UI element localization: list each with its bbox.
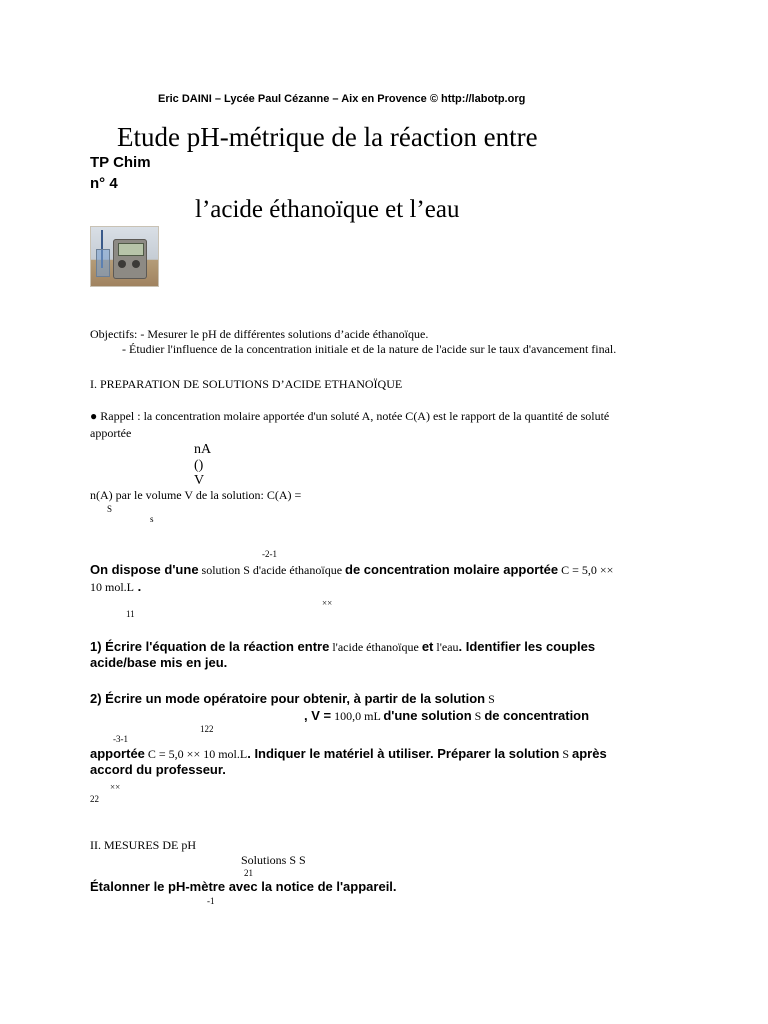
page-title-line1: Etude pH-métrique de la réaction entre [117, 122, 538, 152]
dispose-text-a: On dispose d'une [90, 562, 199, 577]
exponent-2-1: -2-1 [262, 549, 277, 559]
q2-volume-value: 100,0 mL [331, 709, 384, 723]
subscript-s1: S [107, 504, 113, 514]
dispose-text-d: C = 5,0 ×× [558, 563, 614, 577]
q1-text-c: et [421, 639, 434, 654]
dispose-line [90, 561, 613, 579]
rappel-line2: apportée [90, 426, 132, 440]
q2-text-a: 2) Écrire un mode opératoire pour obtenir, à partir de la solution [90, 691, 486, 706]
subscript-21: 21 [244, 868, 253, 878]
q2-concentration-value: C = 5,0 ×× 10 mol.L [144, 747, 248, 761]
question-1-line1 [90, 638, 595, 656]
question-1-line2: acide/base mis en jeu. [90, 655, 228, 670]
author-header: Eric DAINI – Lycée Paul Cézanne – Aix en Provence © http://labotp.org [158, 93, 526, 105]
q2-apportee: apportée [90, 746, 145, 761]
solutions-label: Solutions S S [241, 853, 306, 867]
subscript-s2: s [150, 514, 154, 524]
rappel-line1: ● Rappel : la concentration molaire apportée d'un soluté A, notée C(A) est le rapport de la quantité de soluté [90, 409, 610, 423]
ph-meter-screen [118, 243, 144, 256]
question-2-line1 [90, 690, 495, 708]
q1-text-e: . Identifier les couples [458, 639, 596, 654]
question-2-line3 [90, 745, 607, 763]
question-2-line2 [304, 707, 589, 725]
q1-text-b: l'acide éthanoïque [329, 640, 422, 654]
subscript-22: 22 [90, 794, 99, 804]
dispose-period: . [134, 579, 142, 594]
section2-heading: II. MESURES DE pH [90, 838, 197, 852]
calibrate-instruction: Étalonner le pH-mètre avec la notice de l'appareil. [90, 879, 397, 894]
ph-meter-knob [118, 260, 126, 268]
dispose-text-c: de concentration molaire apportée [345, 562, 559, 577]
dispose-unit: 10 mol.L [90, 580, 134, 594]
objectives-line1: Objectifs: - Mesurer le pH de différentes solutions d’acide éthanoïque. [90, 327, 429, 341]
q2-solution-s2: S [559, 747, 573, 761]
q2-volume-label: , V = [304, 708, 332, 723]
ph-meter-knob [132, 260, 140, 268]
subscript-122: 122 [200, 724, 214, 734]
q2-concentration-label: de concentration [484, 708, 590, 723]
section1-heading: I. PREPARATION DE SOLUTIONS D’ACIDE ETHANOÏQUE [90, 377, 403, 391]
formula-line: n(A) par le volume V de la solution: C(A) = [90, 488, 302, 502]
q2-apres: après [572, 746, 607, 761]
exponent-neg1: -1 [207, 896, 215, 906]
q1-text-a: 1) Écrire l'équation de la réaction entre [90, 639, 330, 654]
question-2-line4: accord du professeur. [90, 762, 226, 777]
times-mark: ×× [322, 598, 333, 608]
q1-text-d: l'eau [433, 640, 459, 654]
objectives-line2: - Étudier l'influence de la concentration initiale et de la nature de l'acide sur le taux d'avancement final. [122, 342, 617, 356]
q2-solution-label: d'une solution [383, 708, 472, 723]
dispose-line2 [90, 578, 141, 596]
beaker-shape [96, 249, 110, 277]
page-title-line2: l’acide éthanoïque et l’eau [195, 196, 460, 223]
q2-solution-s: S [471, 709, 485, 723]
ph-meter-photo [90, 226, 159, 287]
exponent-3-1: -3-1 [113, 734, 128, 744]
subscript-11: 11 [126, 609, 135, 619]
times-mark-2: ×× [110, 782, 121, 792]
q2-text-b: S [485, 692, 495, 706]
tp-label: TP Chim [90, 154, 151, 171]
tp-number: n° 4 [90, 175, 118, 192]
fraction-middle: () [194, 458, 204, 473]
fraction-denominator: V [194, 473, 205, 488]
dispose-text-b: solution S d'acide éthanoïque [198, 563, 346, 577]
fraction-numerator: nA [194, 442, 212, 457]
q2-instruction: . Indiquer le matériel à utiliser. Préparer la solution [247, 746, 560, 761]
